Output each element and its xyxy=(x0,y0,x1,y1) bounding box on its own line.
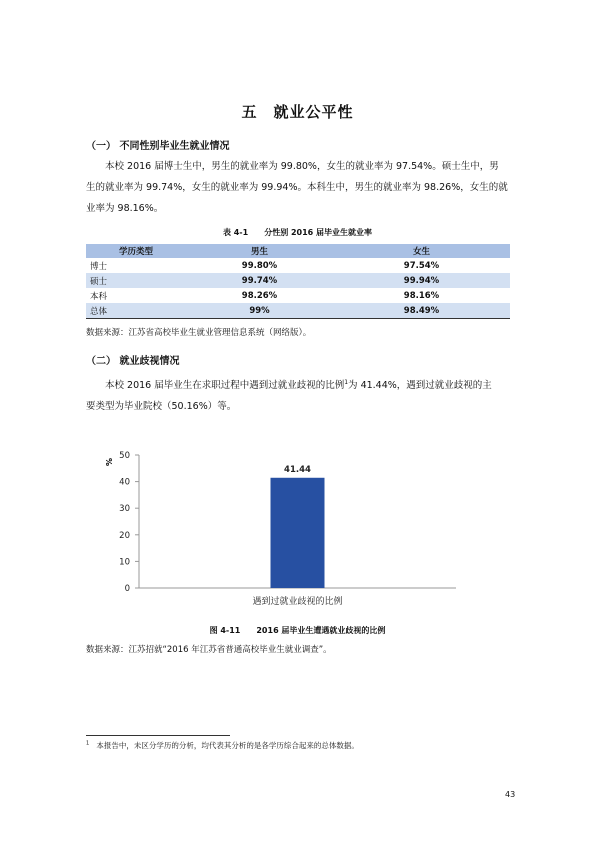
row-label: 总体 xyxy=(86,303,186,319)
paragraph-line: 本校 2016 届博士生中，男生的就业率为 99.80%，女生的就业率为 97.54%。硕士生中，男 xyxy=(105,161,499,172)
table-source: 数据来源：江苏省高校毕业生就业管理信息系统（网络版）。 xyxy=(86,328,312,338)
male-rate: 99% xyxy=(186,303,333,319)
figure-caption: 图 4-11 2016 届毕业生遭遇就业歧视的比例 xyxy=(209,626,386,635)
female-rate: 97.54% xyxy=(403,260,440,271)
bar xyxy=(271,478,325,588)
y-axis-label: % xyxy=(104,457,113,467)
table-row xyxy=(86,303,510,319)
bar-data-label: 41.44 xyxy=(284,464,311,475)
x-category-label: 遇到过就业歧视的比例 xyxy=(252,597,343,607)
table-row xyxy=(86,258,510,273)
column-header: 女生 xyxy=(333,244,510,258)
male-rate: 99.80% xyxy=(241,260,278,271)
discrimination-chart xyxy=(86,440,510,620)
table-row xyxy=(86,273,510,288)
footnote-mark: 1 xyxy=(86,740,90,747)
paragraph-line: 要类型为毕业院校（50.16%）等。 xyxy=(86,401,237,413)
paragraph-line xyxy=(86,372,510,396)
male-rate: 98.26% xyxy=(241,290,278,301)
paragraph-text: 为 41.44%，遇到过就业歧视的主 xyxy=(348,380,492,392)
table-caption: 表 4-1 分性别 2016 届毕业生就业率 xyxy=(222,228,373,237)
female-rate: 99.94% xyxy=(333,273,510,288)
employment-rate-table xyxy=(86,244,510,319)
paragraph-line: 业率为 98.16%。 xyxy=(86,203,164,214)
y-tick-label: 20 xyxy=(119,530,130,541)
female-rate: 98.16% xyxy=(403,290,440,301)
male-rate: 99.74% xyxy=(186,273,333,288)
discrimination-paragraph xyxy=(86,372,510,417)
row-label: 硕士 xyxy=(86,273,186,288)
row-label: 本科 xyxy=(90,291,108,302)
section-title: 五 就业公平性 xyxy=(241,103,354,121)
y-tick-label: 0 xyxy=(124,584,130,594)
figure-source: 数据来源：江苏招就“2016 年江苏省普通高校毕业生就业调查”。 xyxy=(86,645,332,655)
page-number: 43 xyxy=(505,790,516,799)
row-label: 博士 xyxy=(90,261,108,272)
y-tick-label: 40 xyxy=(119,477,130,488)
column-header: 学历类型 xyxy=(86,244,186,258)
paragraph-text: 本校 2016 届毕业生在求职过程中遇到过就业歧视的比例 xyxy=(105,380,345,392)
footnote-divider xyxy=(86,735,230,736)
y-tick-label: 50 xyxy=(119,451,130,461)
column-header: 男生 xyxy=(186,244,333,258)
gender-paragraph xyxy=(86,156,510,219)
footnote-text: 本报告中，未区分学历的分析，均代表其分析的是各学历综合起来的总体数据。 xyxy=(96,741,359,750)
table-row xyxy=(86,288,510,303)
y-tick-label: 30 xyxy=(119,504,130,515)
bar-series xyxy=(252,465,342,607)
footnote-ref: 1 xyxy=(344,379,349,386)
paragraph-line: 生的就业率为 99.74%，女生的就业率为 99.94%。本科生中，男生的就业率为 98.26%，女生的就 xyxy=(86,182,508,193)
y-tick-label: 10 xyxy=(119,557,130,568)
y-axis-ticks xyxy=(119,451,139,594)
subsection-heading-discrimination: （二） 就业歧视情况 xyxy=(86,356,180,367)
footnote xyxy=(86,740,359,751)
subsection-heading-gender: （一） 不同性别毕业生就业情况 xyxy=(86,141,230,152)
female-rate: 98.49% xyxy=(333,303,510,319)
